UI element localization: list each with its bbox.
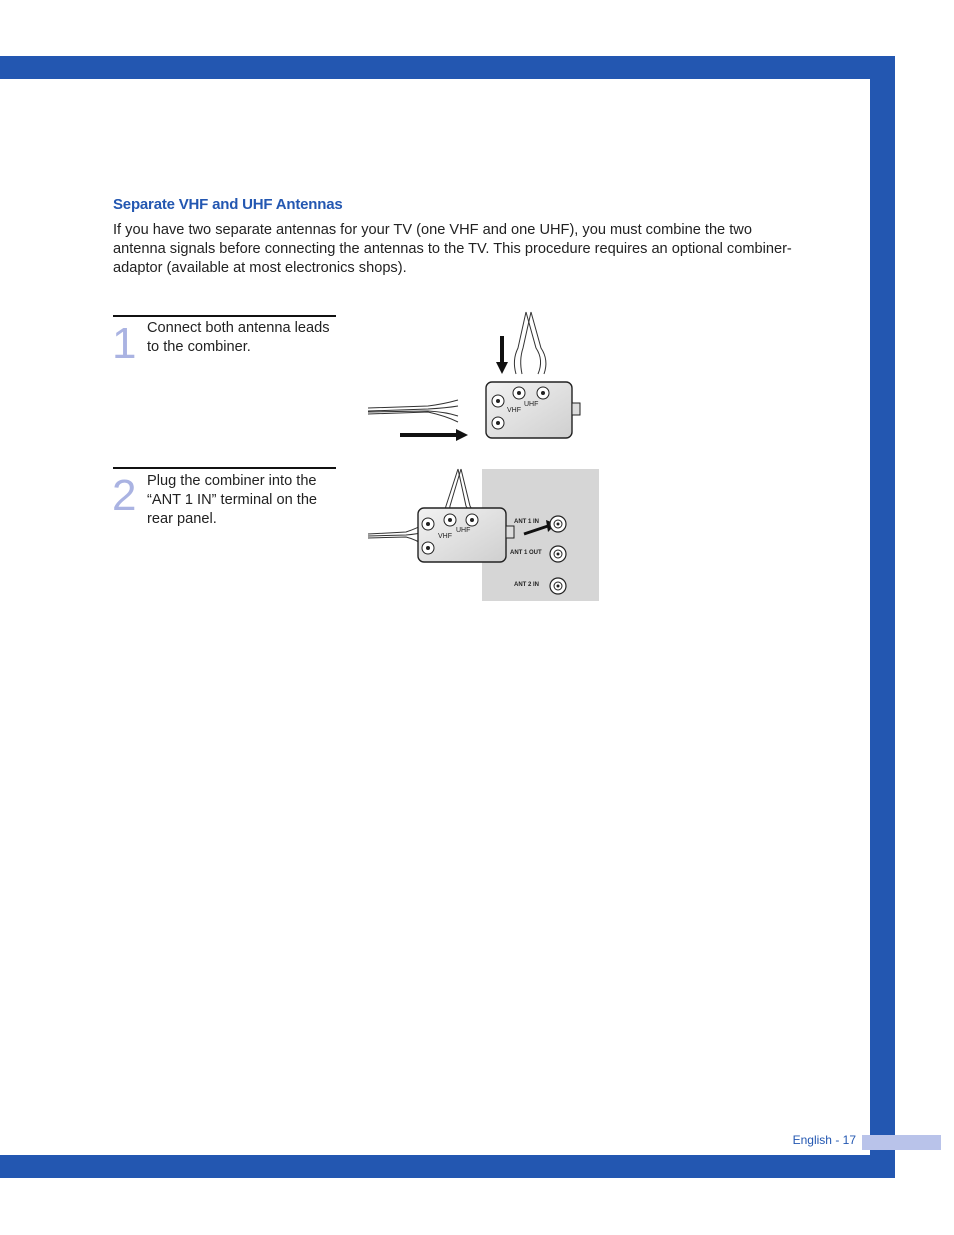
page-number: English - 17 (792, 1133, 856, 1147)
vhf-label: VHF (507, 407, 521, 414)
port-label-ant1-in: ANT 1 IN (514, 519, 540, 525)
port-label-ant1-out: ANT 1 OUT (510, 550, 542, 556)
combiner-box-2 (418, 508, 506, 562)
step-2-rule (113, 467, 336, 469)
combiner-box (486, 382, 572, 438)
port-ant2-in (550, 578, 566, 594)
figure-combiner-connect (366, 308, 596, 448)
intro-paragraph: If you have two separate antennas for your TV (one VHF and one UHF), you must combine the two antenna signals before connecting the antennas to the TV. This procedure requires an optional combiner-adaptor (available at most electronics shops). (113, 222, 792, 276)
section-heading: Separate VHF and UHF Antennas (113, 196, 343, 213)
step-1-number: 1 (112, 319, 137, 368)
figure-combiner-rear-panel (366, 466, 600, 602)
step-2-number: 2 (112, 471, 137, 520)
step-2-text: Plug the combiner into the “ANT 1 IN” terminal on the rear panel. (147, 473, 318, 527)
step-1-rule (113, 315, 336, 317)
right-arrow-icon (400, 429, 468, 441)
bottom-band (0, 1155, 895, 1178)
down-arrow-icon (496, 336, 508, 374)
right-band (870, 56, 895, 1178)
uhf-label: UHF (524, 401, 539, 408)
footer-tab (862, 1135, 941, 1150)
top-band (0, 56, 895, 79)
step-1-text: Connect both antenna leads to the combiner. (147, 320, 330, 355)
port-ant1-in (550, 516, 566, 532)
uhf-label-2: UHF (456, 527, 471, 534)
port-label-ant2-in: ANT 2 IN (514, 582, 540, 588)
vhf-label-2: VHF (438, 533, 452, 540)
port-ant1-out (550, 546, 566, 562)
